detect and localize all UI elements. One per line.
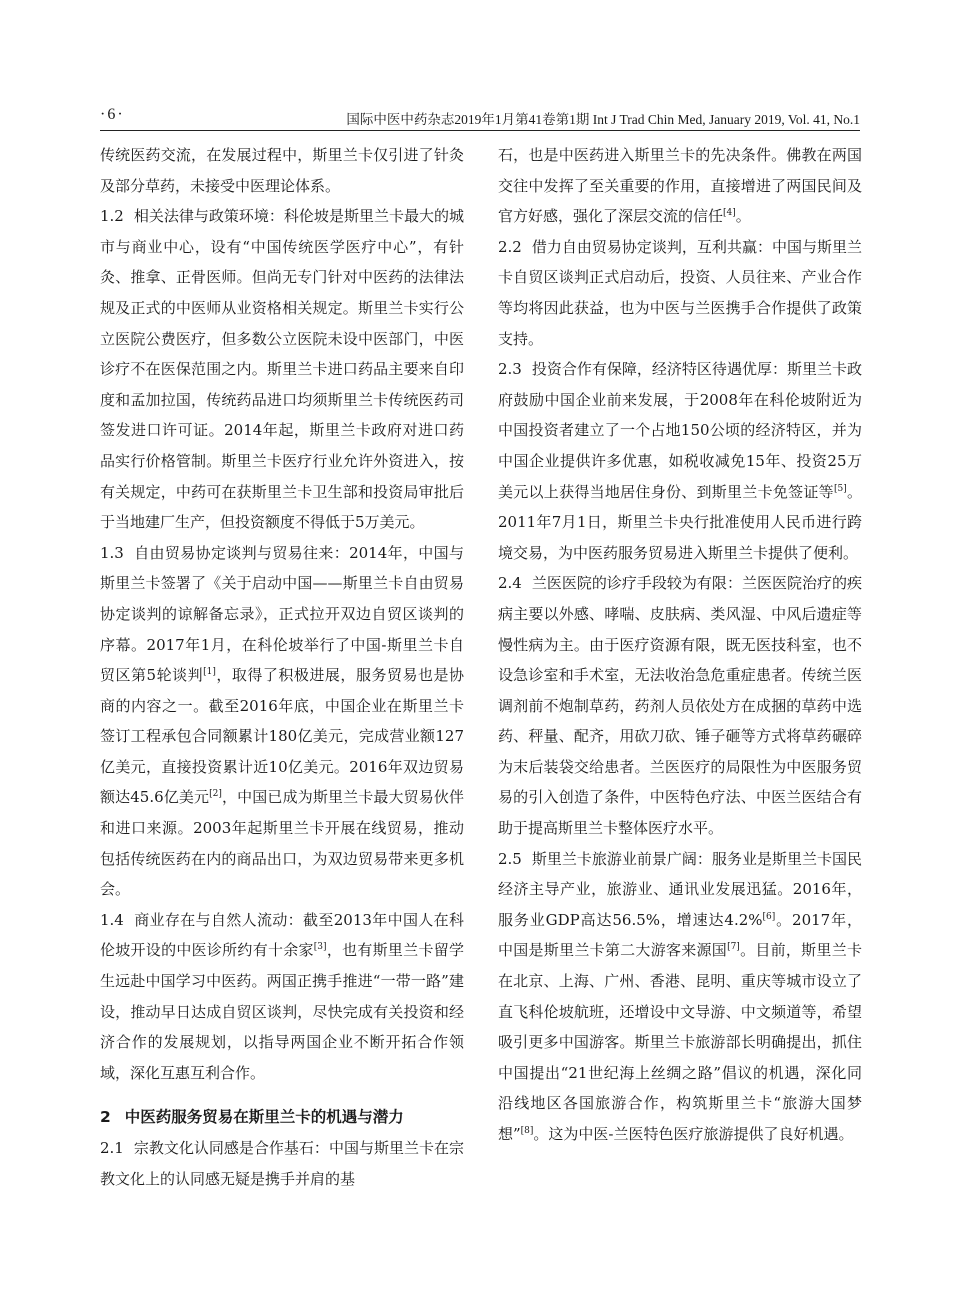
journal-running-head: 国际中医中药杂志2019年1月第41卷第1期 Int J Trad Chin Med, January 2019, Vol. 41, No.1 <box>346 112 860 127</box>
paragraph <box>100 140 464 201</box>
section-2-4 <box>498 568 862 843</box>
paragraph-text: ，中国已成为斯里兰卡最大贸易伙伴和进口来源。2003年起斯里兰卡开展在线贸易，推动包括传统医药在内的商品出口，为双边贸易带来更多机会。 <box>100 788 464 899</box>
citation-ref: [4] <box>723 208 736 219</box>
citation-ref: [7] <box>727 942 740 953</box>
paragraph-text: 石，也是中医药进入斯里兰卡的先决条件。佛教在两国交往中发挥了至关重要的作用，直接增进了两国民间及官方好感，强化了深层交流的信任 <box>498 146 862 226</box>
section-1-4 <box>100 905 464 1089</box>
section-number: 1.4 <box>100 910 124 929</box>
paragraph-text: 兰医医院的诊疗手段较为有限：兰医医院治疗的疾病主要以外感、哮喘、皮肤病、类风湿、中风后遗症等慢性病为主。由于医疗资源有限，既无医技科室，也不设急诊室和手术室，无法收治急危重症患者。传统兰医调剂前不炮制草药，药剂人员依处方在成捆的草药中选药、秤量、配齐，用砍刀砍、锤子砸等方式将草药碾碎为末后装袋交给患者。兰医医疗的局限性为中医服务贸易的引入创造了条件，中医特色疗法、中医兰医结合有助于提高斯里兰卡整体医疗水平。 <box>498 574 862 838</box>
paragraph-text: 传统医药交流，在发展过程中，斯里兰卡仅引进了针灸及部分草药，未接受中医理论体系。 <box>100 146 464 195</box>
citation-ref: [6] <box>762 911 776 922</box>
paragraph-text: 斯里兰卡旅游业前景广阔：服务业是斯里兰卡国民经济主导产业，旅游业、通讯业发展迅猛。2016年，服务业GDP高达56.5%，增速达4.2% <box>498 849 862 929</box>
paragraph-text: ，取得了积极进展，服务贸易也是协商的内容之一。截至2016年底，中国企业在斯里兰卡签订工程承包合同额累计180亿美元，完成营业额127亿美元，直接投资累计近10亿美元。2016年双边贸易额达45.6亿美元 <box>100 666 464 807</box>
citation-ref: [2] <box>209 789 222 800</box>
paragraph-text: 。 <box>735 207 751 226</box>
section-1-3 <box>100 538 464 905</box>
section-heading-2 <box>100 1102 464 1133</box>
paragraph-text: 。目前，斯里兰卡在北京、上海、广州、香港、昆明、重庆等城市设立了直飞科伦坡航班，还增设中文导游、中文频道等，希望吸引更多中国游客。斯里兰卡旅游部长明确提出，抓住中国提出“21世纪海上丝绸之路”倡议的机遇，深化同沿线地区各国旅游合作，构筑斯里兰卡“旅游大国梦想” <box>498 941 862 1143</box>
citation-ref: [1] <box>203 667 216 678</box>
paragraph-text: 。这为中医-兰医特色医疗旅游提供了良好机遇。 <box>533 1125 854 1143</box>
citation-ref: [5] <box>833 483 847 494</box>
section-1-2 <box>100 201 464 538</box>
left-column <box>100 140 464 1194</box>
paragraph-text: 。2017年，中国是斯里兰卡第二大游客来源国 <box>498 910 862 960</box>
paragraph-text: 自由贸易协定谈判与贸易往来：2014年，中国与斯里兰卡签署了《关于启动中国——斯里兰卡自由贸易协定谈判的谅解备忘录》，正式拉开双边自贸区谈判的序幕。2017年1月，在科伦坡举行了中国-斯里兰卡自贸区第5轮谈判 <box>100 543 464 685</box>
citation-ref: [8] <box>520 1126 534 1136</box>
paragraph-text: 商业存在与自然人流动：截至2013年中国人在科伦坡开设的中医诊所约有十余家 <box>100 910 464 960</box>
section-number: 1.2 <box>100 207 124 226</box>
paragraph-text: 投资合作有保障，经济特区待遇优厚：斯里兰卡政府鼓励中国企业前来发展，于2008年在科伦坡附近为中国投资者建立了一个占地150公顷的经济特区，并为中国企业提供许多优惠，如税收减免15年、投资25万美元以上获得当地居住身份、到斯里兰卡免签证等 <box>498 360 862 501</box>
paragraph-text: ，也有斯里兰卡留学生远赴中国学习中医药。两国正携手推进“一带一路”建设，推动早日达成自贸区谈判，尽快完成有关投资和经济合作的发展规划，以指导两国企业不断开拓合作领域，深化互惠互利合作。 <box>100 941 464 1082</box>
section-2-2 <box>498 232 862 354</box>
running-header <box>100 106 860 131</box>
section-number: 2.3 <box>498 360 522 379</box>
section-number: 1.3 <box>100 543 124 562</box>
section-number: 2.2 <box>498 237 522 256</box>
citation-ref: [3] <box>313 942 327 953</box>
paragraph-continued <box>498 140 862 232</box>
section-number: 2.1 <box>100 1139 124 1157</box>
section-2-5 <box>498 844 862 1150</box>
paragraph-text: 相关法律与政策环境：科伦坡是斯里兰卡最大的城市与商业中心，设有“中国传统医学医疗中心”，有针灸、推拿、正骨医师。但尚无专门针对中医药的法律法规及正式的中医师从业资格相关规定。斯里兰卡实行公立医院公费医疗，但多数公立医院未设中医部门，中医诊疗不在医保范围之内。斯里兰卡进口药品主要来自印度和孟加拉国，传统药品进口均须斯里兰卡传统医药司签发进口许可证。2014年起，斯里兰卡政府对进口药品实行价格管制。斯里兰卡医疗行业允许外资进入，按有关规定，中药可在获斯里兰卡卫生部和投资局审批后于当地建厂生产，但投资额度不得低于5万美元。 <box>100 207 464 532</box>
section-2-1 <box>100 1133 464 1194</box>
right-column <box>498 140 862 1150</box>
heading-number: 2 <box>100 1108 111 1127</box>
section-number: 2.5 <box>498 849 522 868</box>
section-number: 2.4 <box>498 574 522 593</box>
page-number: ·6· <box>100 106 125 123</box>
heading-text: 中医药服务贸易在斯里兰卡的机遇与潜力 <box>124 1108 404 1127</box>
paragraph-text: 宗教文化认同感是合作基石：中国与斯里兰卡在宗教文化上的认同感无疑是携手并肩的基 <box>100 1139 464 1188</box>
section-2-3 <box>498 354 862 568</box>
paragraph-text: 借力自由贸易协定谈判，互利共赢：中国与斯里兰卡自贸区谈判正式启动后，投资、人员往来、产业合作等均将因此获益，也为中医与兰医携手合作提供了政策支持。 <box>498 237 862 348</box>
paragraph-text: 。2011年7月1日，斯里兰卡央行批准使用人民币进行跨境交易，为中医药服务贸易进入斯里兰卡提供了便利。 <box>498 482 862 562</box>
